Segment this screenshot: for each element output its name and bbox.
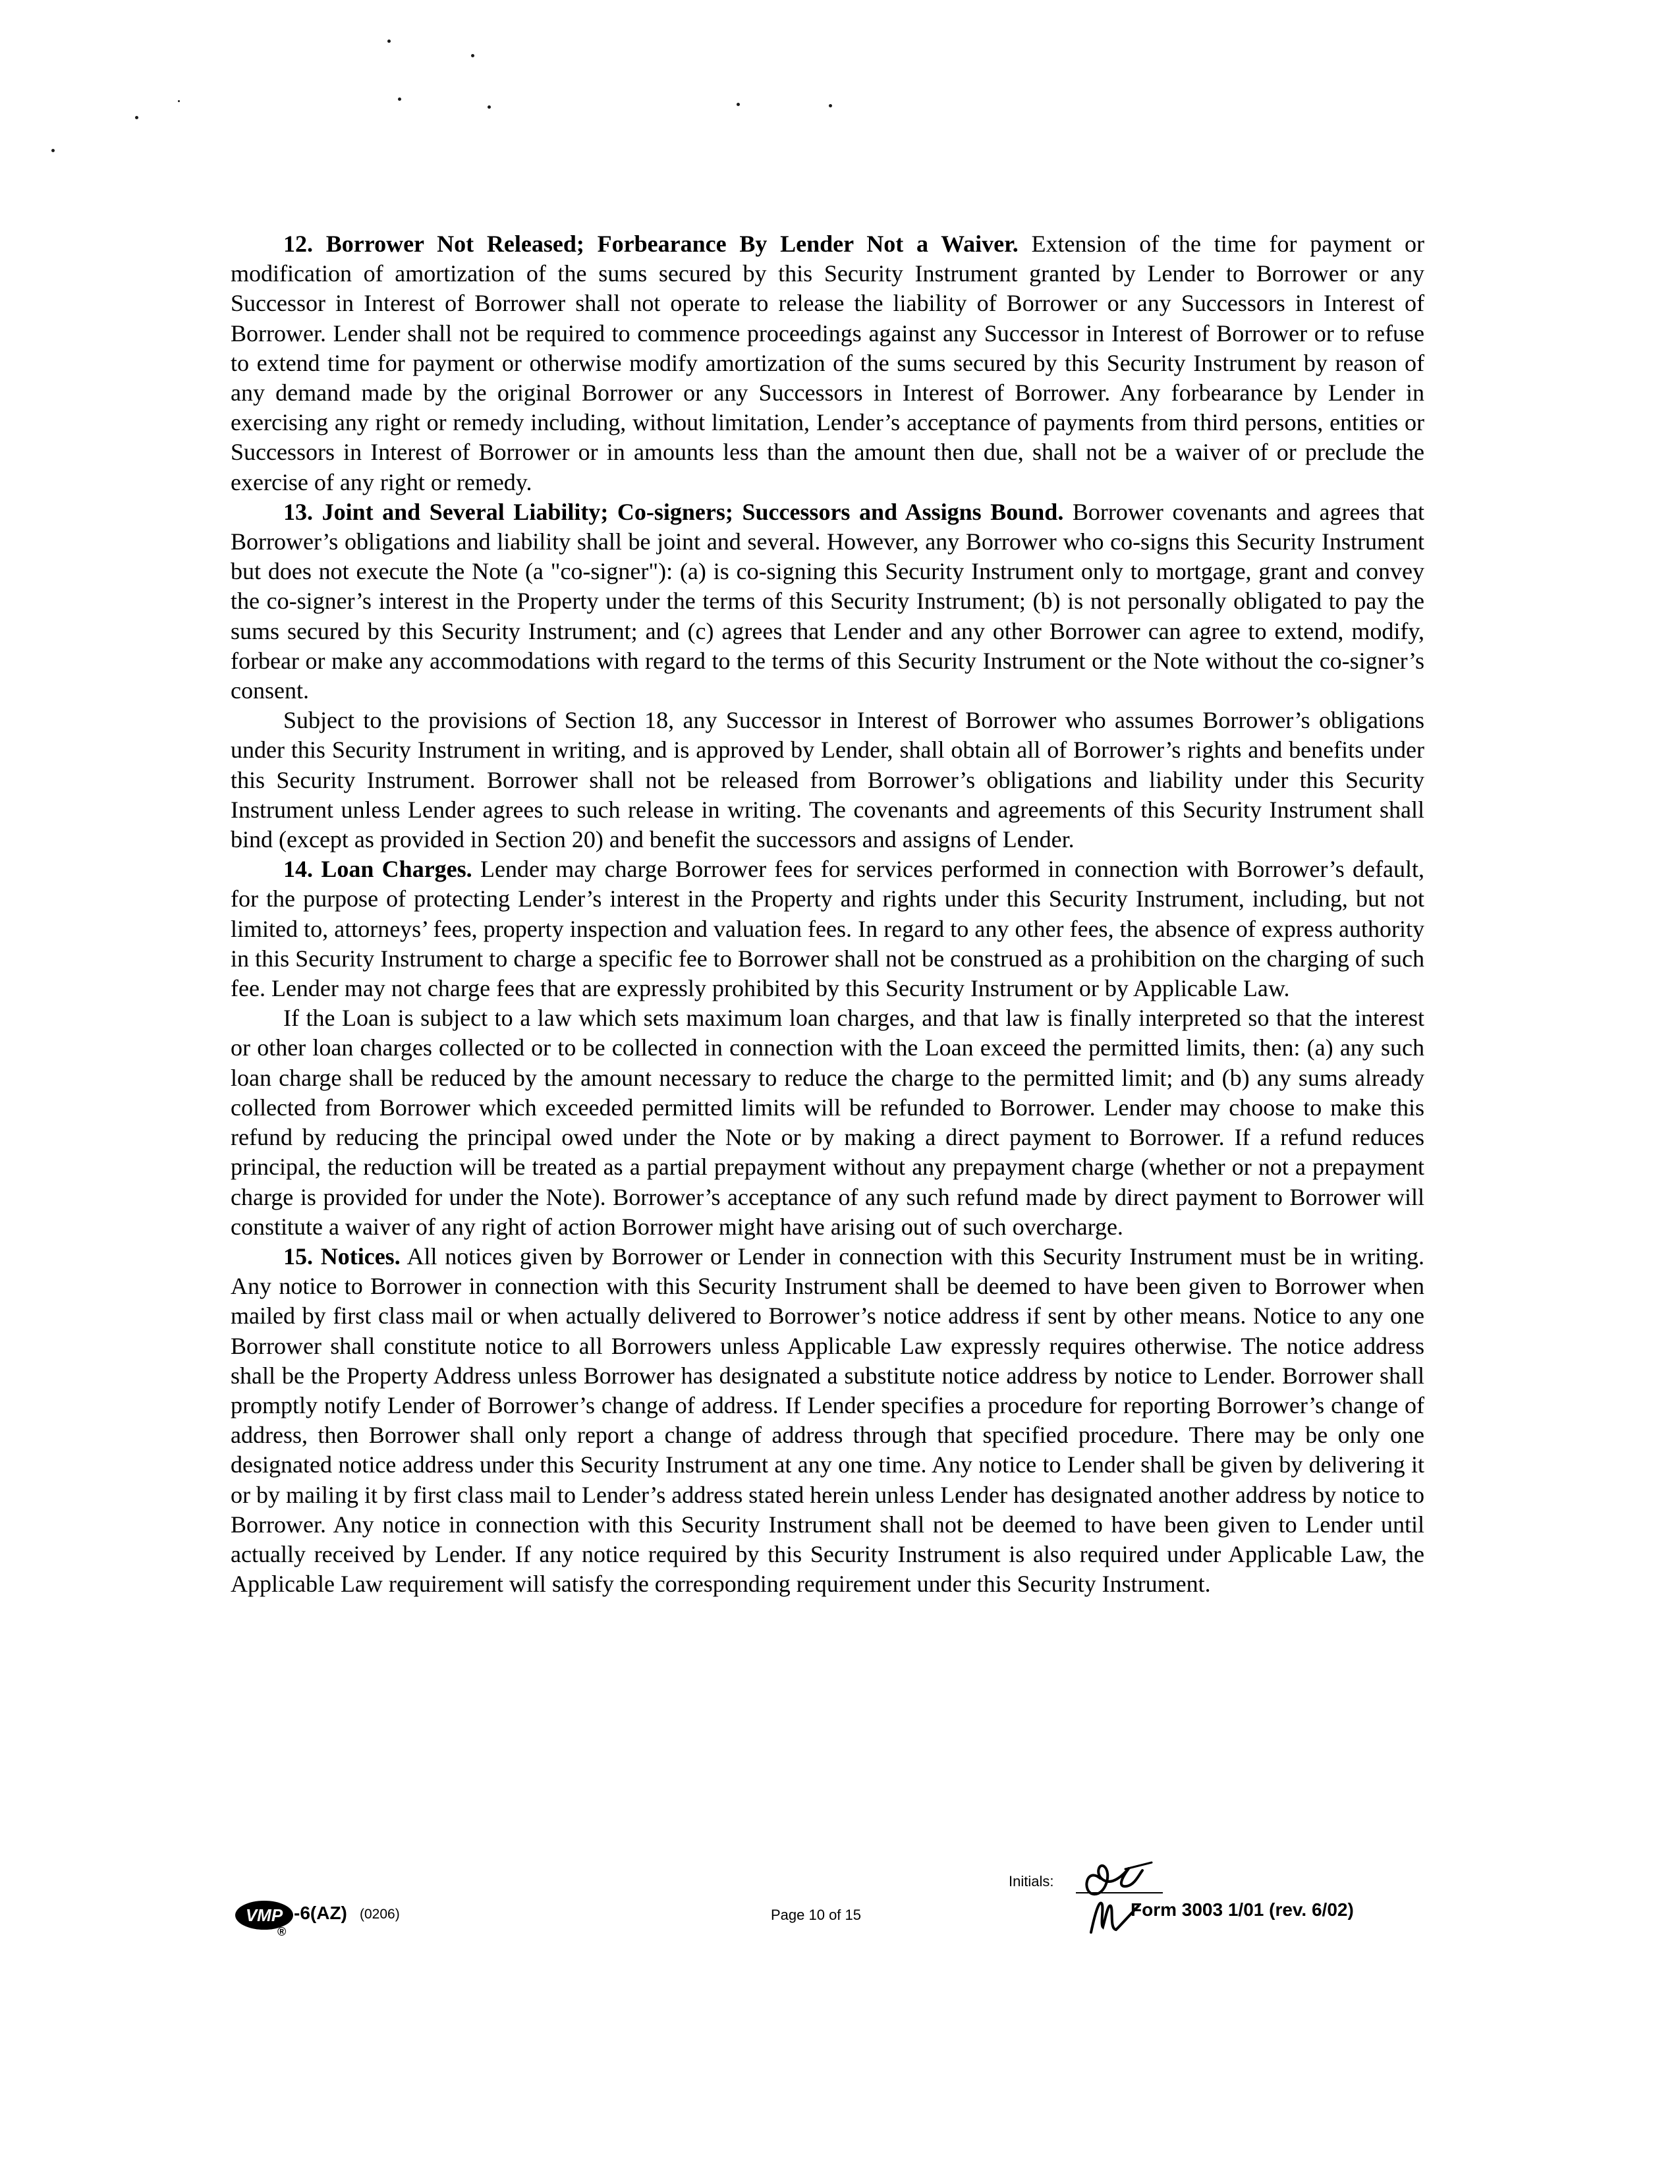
initials-label: Initials:: [1009, 1873, 1054, 1890]
form-code-version: (0206): [360, 1907, 400, 1922]
section-text: Borrower covenants and agrees that Borrower’s obligations and liability shall be joint and several. However, any Borrower who co-signs this Security Instrument but does not execute the Note (a "co-signer"): (a) is co-signing this Security Instrument only to mortgage, grant and convey the co-signer’s interest in the Property under the terms of this Security Instrument; (b) is not personally obligated to pay the sums secured by this Security Instrument; and (c) agrees that Lender and any other Borrower can agree to extend, modify, forbear or make any accommodations with regard to the terms of this Security Instrument or the Note without the co-signer’s consent.: [231, 498, 1425, 704]
form-code: -6(AZ): [294, 1903, 347, 1923]
section-15: [231, 1242, 1424, 1599]
scan-speck: [51, 149, 55, 152]
scan-speck: [398, 98, 401, 101]
section-heading: 12. Borrower Not Released; Forbearance By Lender Not a Waiver.: [283, 231, 1019, 257]
section-text: All notices given by Borrower or Lender in connection with this Security Instrument must be in writing. Any notice to Borrower in connection with this Security Instrument shall be deemed to have been given to Borrower when mailed by first class mail or when actually delivered to Borrower’s notice address if sent by other means. Notice to any one Borrower shall constitute notice to all Borrowers unless Applicable Law expressly requires otherwise. The notice address shall be the Property Address unless Borrower has designated a substitute notice address by notice to Lender. Borrower shall promptly notify Lender of Borrower’s change of address. If Lender specifies a procedure for reporting Borrower’s change of address, then Borrower shall only report a change of address through that specified procedure. There may be only one designated notice address under this Security Instrument at any one time. Any notice to Lender shall be given by delivering it or by mailing it by first class mail to Lender’s address stated herein unless Lender has designated another address by notice to Borrower. Any notice in connection with this Security Instrument shall not be deemed to have been given to Lender until actually received by Lender. If any notice required by this Security Instrument is also required under Applicable Law, the Applicable Law requirement will satisfy the corresponding requirement under this Security Instrument.: [231, 1243, 1424, 1598]
section-heading: 14. Loan Charges.: [283, 856, 472, 883]
scan-speck: [488, 105, 491, 109]
scan-speck: [737, 103, 740, 106]
section-heading: 15. Notices.: [283, 1243, 401, 1270]
initials-signature: [1040, 1840, 1171, 1946]
section-text: Lender may charge Borrower fees for services performed in connection with Borrower’s default, for the purpose of protecting Lender’s interest in the Property and rights under this Security Instrument, including, but not limited to, attorneys’ fees, property inspection and valuation fees. In regard to any other fees, the absence of express authority in this Security Instrument to charge a specific fee to Borrower shall not be construed as a prohibition on the charging of such fee. Lender may not charge fees that are expressly prohibited by this Security Instrument or by Applicable Law.: [231, 856, 1424, 1002]
form-identifier: Form 3003 1/01 (rev. 6/02): [1131, 1899, 1354, 1920]
scan-speck: [135, 116, 138, 119]
scan-speck: [387, 40, 391, 43]
section-heading: 13. Joint and Several Liability; Co-signers; Successors and Assigns Bound.: [283, 498, 1064, 525]
page-number: Page 10 of 15: [771, 1907, 862, 1923]
scan-speck: [471, 54, 474, 57]
vmp-logo-text: VMP: [245, 1905, 283, 1925]
scan-speck: [178, 100, 180, 102]
registered-mark: ®: [277, 1925, 287, 1938]
section-14-continuation: If the Loan is subject to a law which sets maximum loan charges, and that law is finally interpreted so that the interest or other loan charges collected or to be collected in connection with the Loan exceed the permitted limits, then: (a) any such loan charge shall be reduced by the amount necessary to reduce the charge to the permitted limit; and (b) any sums already collected from Borrower which exceeded permitted limits will be refunded to Borrower. Lender may choose to make this refund by reducing the principal owed under the Note or by making a direct payment to Borrower. If a refund reduces principal, the reduction will be treated as a partial prepayment without any prepayment charge (whether or not a prepayment charge is provided for under the Note). Borrower’s acceptance of any such refund made by direct payment to Borrower will constitute a waiver of any right of action Borrower might have arising out of such overcharge.: [231, 1005, 1424, 1240]
section-14: [231, 854, 1424, 1003]
section-12: [231, 229, 1424, 497]
section-text: Extension of the time for payment or modification of amortization of the sums secured by this Security Instrument granted by Lender to Borrower or any Successor in Interest of Borrower shall not operate to release the liability of Borrower or any Successors in Interest of Borrower. Lender shall not be required to commence proceedings against any Successor in Interest of Borrower or to refuse to extend time for payment or otherwise modify amortization of the sums secured by this Security Instrument by reason of any demand made by the original Borrower or any Successors in Interest of Borrower. Any forbearance by Lender in exercising any right or remedy including, without limitation, Lender’s acceptance of payments from third persons, entities or Successors in Interest of Borrower or in amounts less than the amount then due, shall not be a waiver of or preclude the exercise of any right or remedy.: [231, 231, 1424, 495]
document-body: [231, 229, 1424, 1599]
section-13-continuation: Subject to the provisions of Section 18, any Successor in Interest of Borrower who assumes Borrower’s obligations under this Security Instrument in writing, and is approved by Lender, shall obtain all of Borrower’s rights and benefits under this Security Instrument. Borrower shall not be released from Borrower’s obligations and liability under this Security Instrument unless Lender agrees to such release in writing. The covenants and agreements of this Security Instrument shall bind (except as provided in Section 20) and benefit the successors and assigns of Lender.: [231, 707, 1424, 853]
scan-speck: [829, 104, 832, 107]
section-13: [231, 497, 1424, 706]
